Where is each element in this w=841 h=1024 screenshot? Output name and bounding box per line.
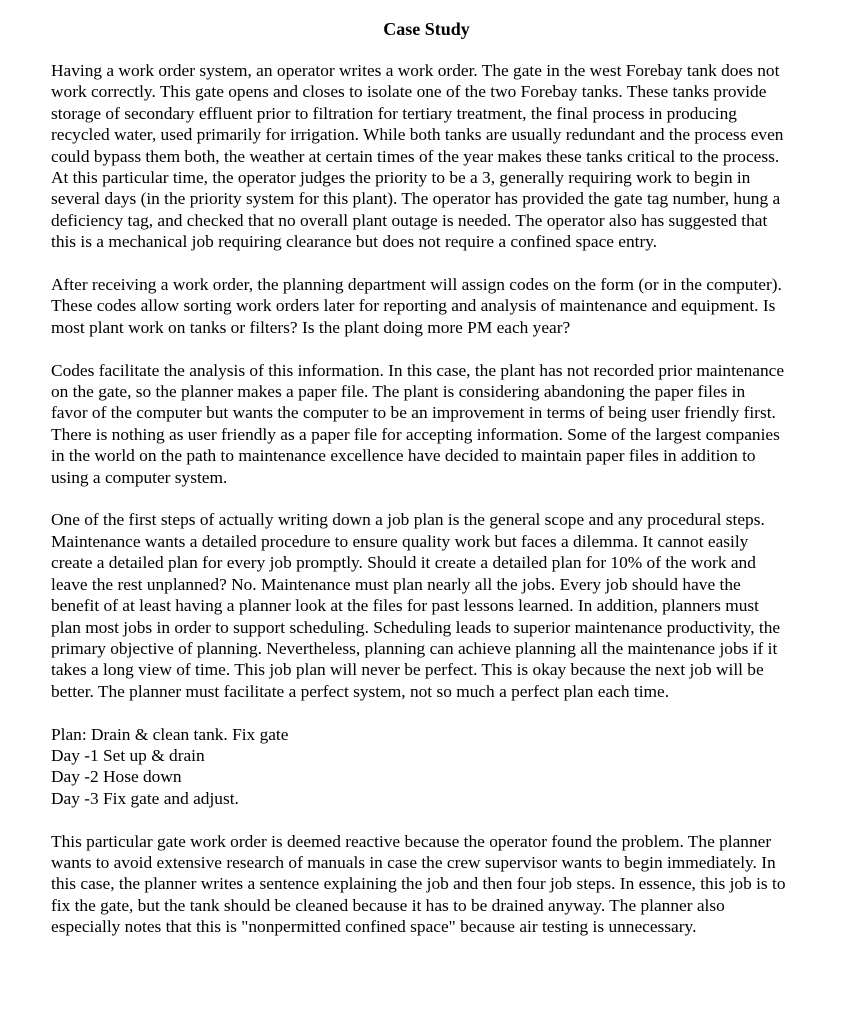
document-title: Case Study (383, 19, 470, 39)
plan-line-day-1: Day -1 Set up & drain (51, 745, 205, 765)
paragraph-job-plan: One of the first steps of actually writing down a job plan is the general scope and any procedural steps. Maintenance wants a detailed procedure to ensure quality work but faces a dilemma. It cannot easily create a detailed plan for every job promptly. Should it create a detailed plan for 10% of the work and leave the rest unplanned? No. Maintenance must plan nearly all the jobs. Every job should have the benefit of at least having a planner look at the files for past lessons learned. In addition, planners must plan most jobs in order to support scheduling. Scheduling leads to superior maintenance productivity, the primary objective of planning. Nevertheless, planning can achieve planning all the maintenance jobs if it takes a long view of time. This job plan will never be perfect. This is okay because the next job will be better. The planner must facilitate a perfect system, not so much a perfect plan each time. (51, 510, 781, 701)
paragraph-work-order: Having a work order system, an operator writes a work order. The gate in the west Forebay tank does not work correctly. This gate opens and closes to isolate one of the two Forebay tanks. These tanks provide storage of secondary effluent prior to filtration for tertiary treatment, the final process in producing recycled water, used primarily for irrigation. While both tanks are usually redundant and the process even could bypass them both, the weather at certain times of the year makes these tanks critical to the process. At this particular time, the operator judges the priority to be a 3, generally requiring work to begin in several days (in the priority system for this plant). The operator has provided the gate tag number, hung a deficiency tag, and checked that no overall plant outage is needed. The operator also has suggested that this is a mechanical job requiring clearance but does not require a confined space entry. (51, 61, 784, 252)
plan-line-summary: Plan: Drain & clean tank. Fix gate (51, 724, 289, 744)
plan-line-day-3: Day -3 Fix gate and adjust. (51, 788, 239, 808)
paragraph-reactive-order: This particular gate work order is deemed reactive because the operator found the problem. The planner wants to avoid extensive research of manuals in case the crew supervisor wants to begin immediately. In this case, the planner writes a sentence explaining the job and then four job steps. In essence, this job is to fix the gate, but the tank should be cleaned because it has to be drained anyway. The planner also especially notes that this is "nonpermitted confined space" because air testing is unnecessary. (51, 831, 786, 937)
document-page (51, 17, 786, 959)
plan-steps (51, 724, 786, 810)
paragraph-paper-files: Codes facilitate the analysis of this information. In this case, the plant has not recorded prior maintenance on the gate, so the planner makes a paper file. The plant is considering abandoning the paper files in favor of the computer but wants the computer to be an improvement in terms of being user friendly first. There is nothing as user friendly as a paper file for accepting information. Some of the largest companies in the world on the path to maintenance excellence have decided to maintain paper files in addition to using a computer system. (51, 360, 785, 487)
plan-line-day-2: Day -2 Hose down (51, 767, 182, 787)
paragraph-planning-codes: After receiving a work order, the planning department will assign codes on the form (or in the computer). These codes allow sorting work orders later for reporting and analysis of maintenance and equipment. Is most plant work on tanks or filters? Is the plant doing more PM each year? (51, 275, 782, 337)
